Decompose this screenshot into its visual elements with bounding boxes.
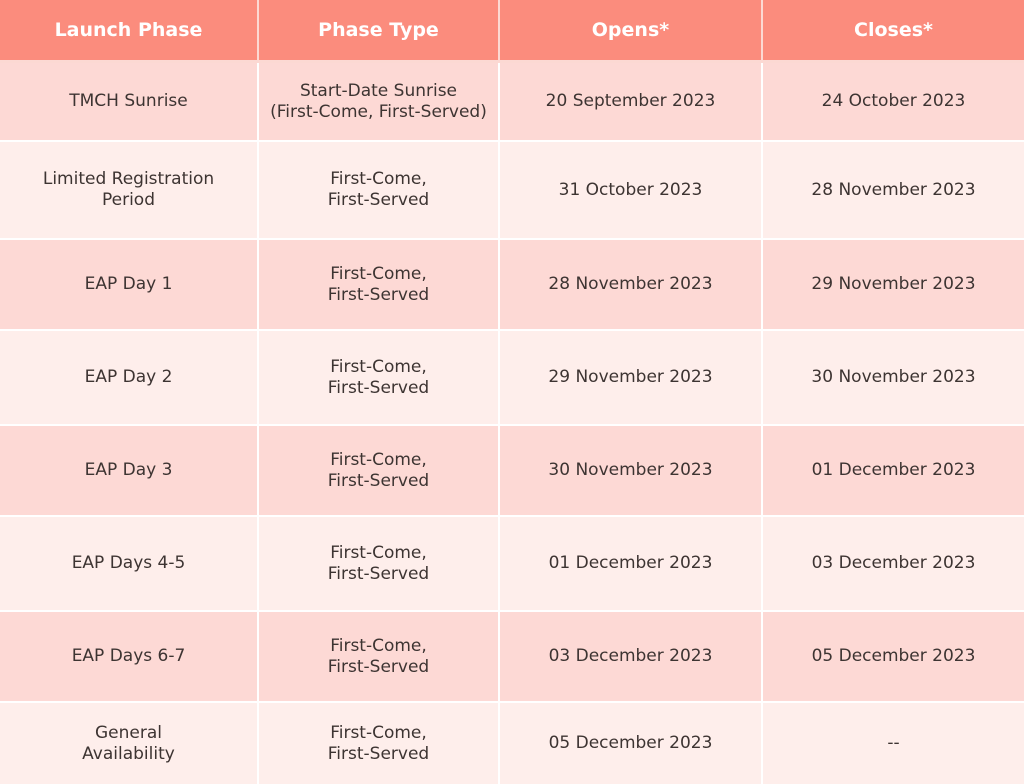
cell-opens: 31 October 2023 — [500, 142, 763, 238]
cell-launch-phase: EAP Days 6-7 — [0, 612, 259, 701]
cell-phase-type: First-Come, First-Served — [259, 612, 500, 701]
cell-launch-phase: EAP Day 3 — [0, 426, 259, 515]
cell-closes: 29 November 2023 — [811, 274, 976, 294]
cell-phase-type: Start-Date Sunrise (First-Come, First-Served) — [259, 63, 500, 140]
cell-phase-type: First-Come, First-Served — [259, 426, 500, 515]
table-row — [0, 517, 1024, 610]
cell-phase-type: First-Come, First-Served — [259, 240, 500, 329]
table-row — [0, 426, 1024, 515]
cell-phase-type: First-Come, First-Served — [259, 703, 500, 784]
cell-closes: 03 December 2023 — [811, 553, 976, 573]
cell-closes: 24 October 2023 — [821, 91, 966, 111]
cell-launch-phase: EAP Day 2 — [0, 331, 259, 424]
cell-launch-phase: TMCH Sunrise — [0, 63, 259, 140]
cell-closes: 28 November 2023 — [811, 179, 976, 200]
table-header-row — [0, 0, 1024, 60]
table-row — [0, 63, 1024, 140]
table-row — [0, 331, 1024, 424]
table-row — [0, 142, 1024, 238]
cell-opens: 29 November 2023 — [500, 331, 763, 424]
table-row — [0, 240, 1024, 329]
cell-closes: -- — [887, 733, 900, 753]
cell-closes: 01 December 2023 — [811, 460, 976, 480]
table-row — [0, 612, 1024, 701]
cell-opens: 03 December 2023 — [500, 612, 763, 701]
cell-launch-phase: EAP Days 4-5 — [0, 517, 259, 610]
cell-closes: 30 November 2023 — [811, 367, 976, 387]
cell-launch-phase: General Availability — [0, 703, 259, 784]
cell-launch-phase: Limited Registration Period — [0, 142, 259, 238]
cell-opens: 20 September 2023 — [500, 63, 763, 140]
cell-closes: 05 December 2023 — [811, 646, 976, 666]
cell-launch-phase: EAP Day 1 — [0, 240, 259, 329]
header-closes: Closes* — [854, 18, 933, 41]
header-launch-phase: Launch Phase — [0, 0, 259, 60]
cell-opens: 05 December 2023 — [500, 703, 763, 784]
header-phase-type: Phase Type — [259, 0, 500, 60]
cell-phase-type: First-Come, First-Served — [259, 142, 500, 238]
header-opens: Opens* — [500, 0, 763, 60]
cell-phase-type: First-Come, First-Served — [259, 331, 500, 424]
cell-opens: 28 November 2023 — [500, 240, 763, 329]
cell-opens: 01 December 2023 — [500, 517, 763, 610]
cell-opens: 30 November 2023 — [500, 426, 763, 515]
table-row — [0, 703, 1024, 784]
cell-phase-type: First-Come, First-Served — [259, 517, 500, 610]
